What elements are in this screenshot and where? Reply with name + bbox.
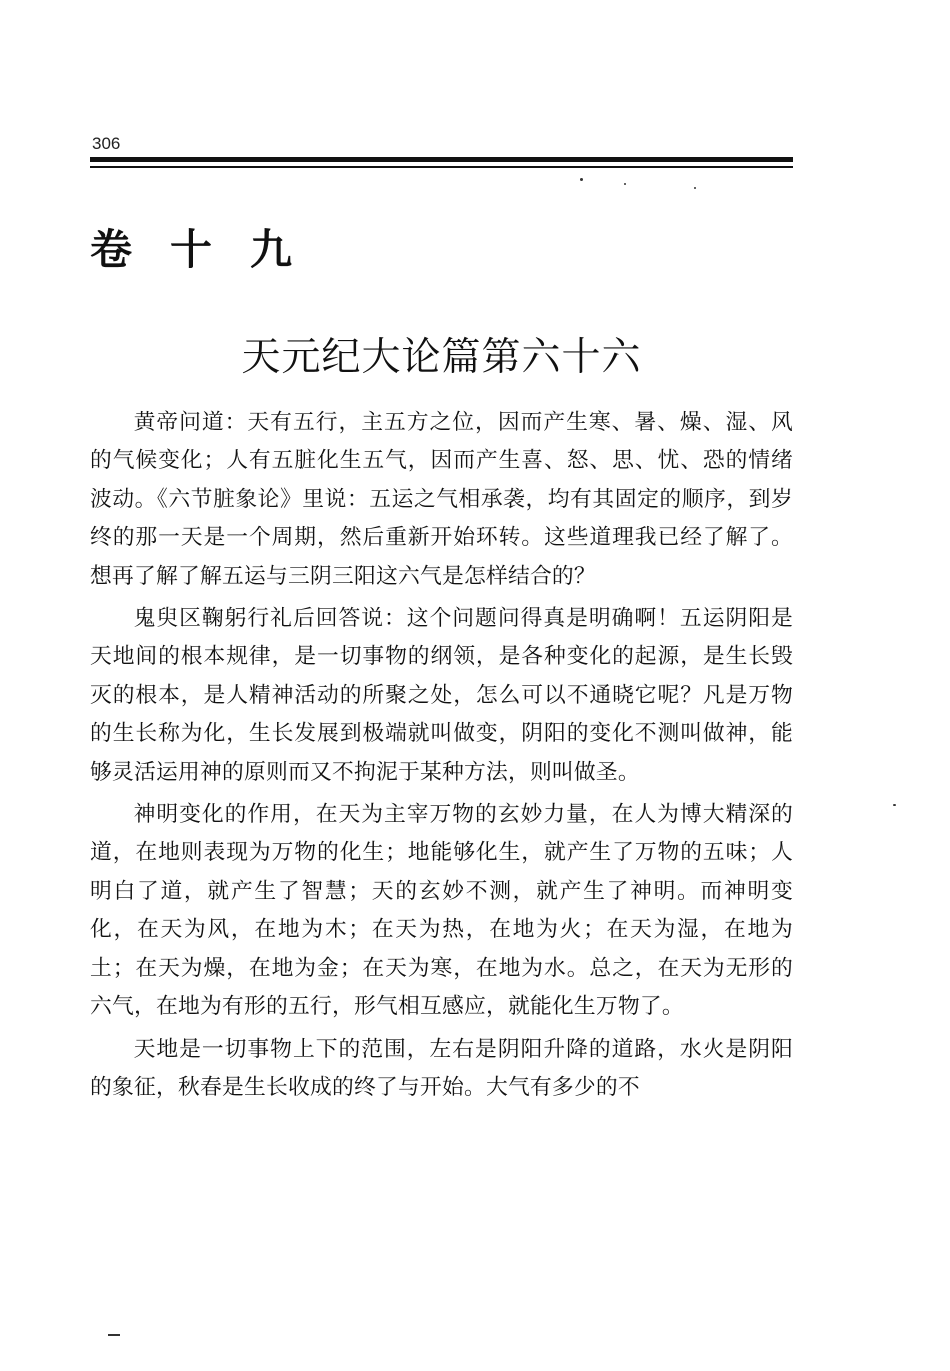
paragraph-3: 神明变化的作用，在天为主宰万物的玄妙力量，在人为博大精深的道，在地则表现为万物的化生；地能够化生，就产生了万物的五味；人明白了道，就产生了智慧；天的玄妙不测，就产生了神明。而神明变化，在天为风，在地为木；在天为热，在地为火；在天为湿，在地为土；在天为燥，在地为金；在天为寒，在地为水。总之，在天为无形的六气，在地为有形的五行，形气相互感应，就能化生万物了。 <box>90 802 793 1020</box>
paragraph-4: 天地是一切事物上下的范围，左右是阴阳升降的道路，水火是阴阳的象征，秋春是生长收成的终了与开始。大气有多少的不 <box>90 1036 793 1100</box>
header-rule-thin <box>90 166 793 168</box>
scan-speck <box>580 178 583 181</box>
page-number: 306 <box>92 134 121 153</box>
scan-dash-mark <box>108 1334 120 1336</box>
body-text <box>90 404 793 1111</box>
header-rule-thick <box>90 157 793 162</box>
scan-speck <box>893 804 896 806</box>
scan-speck <box>694 187 696 189</box>
volume-title: 卷十九 <box>90 225 331 274</box>
paragraph-2: 鬼臾区鞠躬行礼后回答说：这个问题问得真是明确啊！五运阴阳是天地间的根本规律，是一切事物的纲领，是各种变化的起源，是生长毁灭的根本，是人精神活动的所聚之处，怎么可以不通晓它呢？凡是万物的生长称为化，生长发展到极端就叫做变，阴阳的变化不测叫做神，能够灵活运用神的原则而又不拘泥于某种方法，则叫做圣。 <box>90 606 793 785</box>
chapter-title: 天元纪大论篇第六十六 <box>241 335 642 380</box>
scan-speck <box>624 183 626 185</box>
paragraph-1: 黄帝问道：天有五行，主五方之位，因而产生寒、暑、燥、湿、风的气候变化；人有五脏化生五气，因而产生喜、怒、思、忧、恐的情绪波动。《六节脏象论》里说：五运之气相承袭，均有其固定的顺序，到岁终的那一天是一个周期，然后重新开始环转。这些道理我已经了解了。想再了解了解五运与三阴三阳这六气是怎样结合的？ <box>90 410 793 589</box>
